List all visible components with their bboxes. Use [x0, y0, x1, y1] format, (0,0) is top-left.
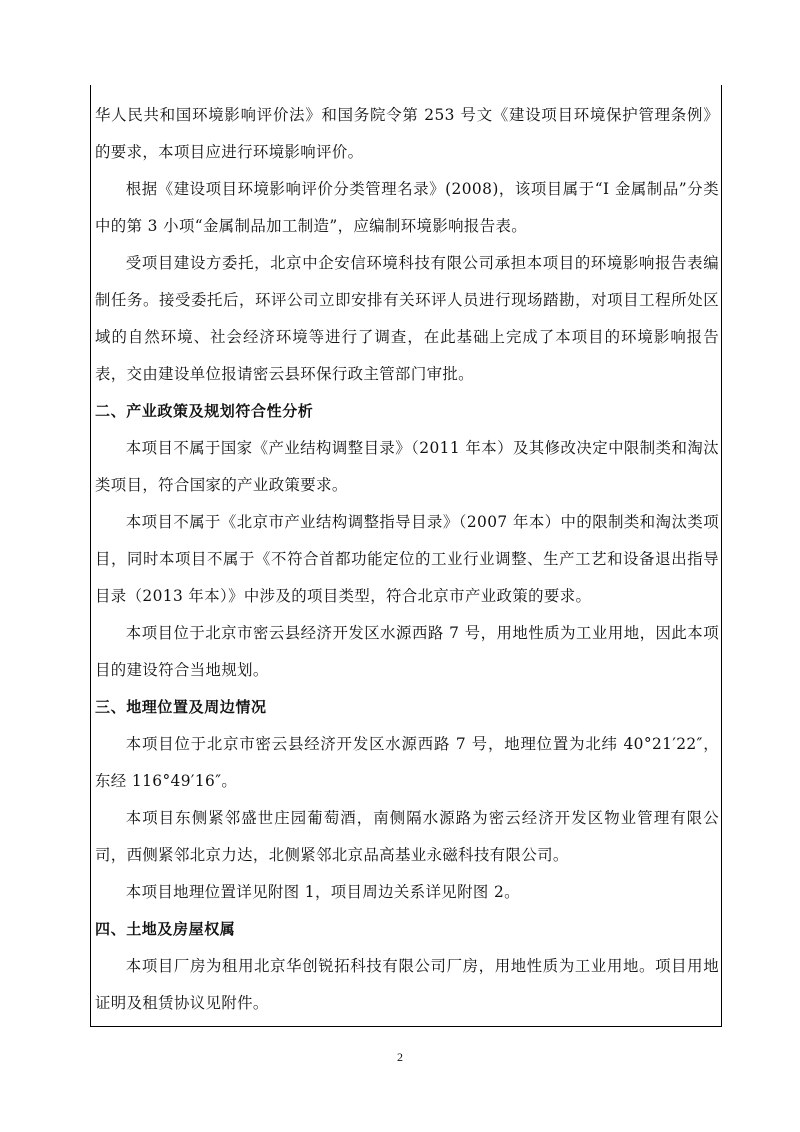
section-heading-industrial-policy: 二、产业政策及规划符合性分析 — [95, 402, 314, 420]
page-number: 2 — [397, 1050, 403, 1064]
beijing-policy-paragraph: 本项目不属于《北京市产业结构调整指导目录》（2007 年本）中的限制类和淘汰类项目，同时本项目不属于《不符合首都功能定位的工业行业调整、生产工艺和设备退出指导目录（2013 年本）》中涉及的项目类型，符合北京市产业政策的要求。 — [95, 513, 719, 605]
commission-paragraph: 受项目建设方委托，北京中企安信环境科技有限公司承担本项目的环境影响报告表编制任务。接受委托后，环评公司立即安排有关环评人员进行现场踏勘，对项目工程所处区域的自然环境、社会经济环境等进行了调查，在此基础上完成了本项目的环境影响报告表，交由建设单位报请密云县环保行政主管部门审批。 — [95, 254, 719, 383]
land-ownership-paragraph: 本项目厂房为租用北京华创锐拓科技有限公司厂房，用地性质为工业用地。项目用地证明及租赁协议见附件。 — [95, 957, 719, 1012]
figures-reference-paragraph: 本项目地理位置详见附图 1，项目周边关系详见附图 2。 — [125, 883, 520, 901]
section-heading-land-ownership: 四、土地及房屋权属 — [95, 920, 236, 938]
planning-paragraph: 本项目位于北京市密云县经济开发区水源西路 7 号，用地性质为工业用地，因此本项目的建设符合当地规划。 — [95, 624, 719, 679]
document-body — [95, 97, 719, 1022]
surroundings-paragraph: 本项目东侧紧邻盛世庄园葡萄酒，南侧隔水源路为密云经济开发区物业管理有限公司，西侧紧邻北京力达，北侧紧邻北京品高基业永磁科技有限公司。 — [95, 809, 719, 864]
national-policy-paragraph: 本项目不属于国家《产业结构调整目录》（2011 年本）及其修改决定中限制类和淘汰类项目，符合国家的产业政策要求。 — [95, 439, 719, 494]
continuation-paragraph: 华人民共和国环境影响评价法》和国务院令第 253 号文《建设项目环境保护管理条例》的要求，本项目应进行环境影响评价。 — [95, 106, 719, 161]
classification-paragraph: 根据《建设项目环境影响评价分类管理名录》(2008)，该项目属于“I 金属制品”分类中的第 3 小项“金属制品加工制造”，应编制环境影响报告表。 — [95, 180, 719, 235]
section-heading-location: 三、地理位置及周边情况 — [95, 698, 267, 716]
location-paragraph: 本项目位于北京市密云县经济开发区水源西路 7 号，地理位置为北纬 40°21′22″，东经 116°49′16″。 — [95, 735, 719, 790]
